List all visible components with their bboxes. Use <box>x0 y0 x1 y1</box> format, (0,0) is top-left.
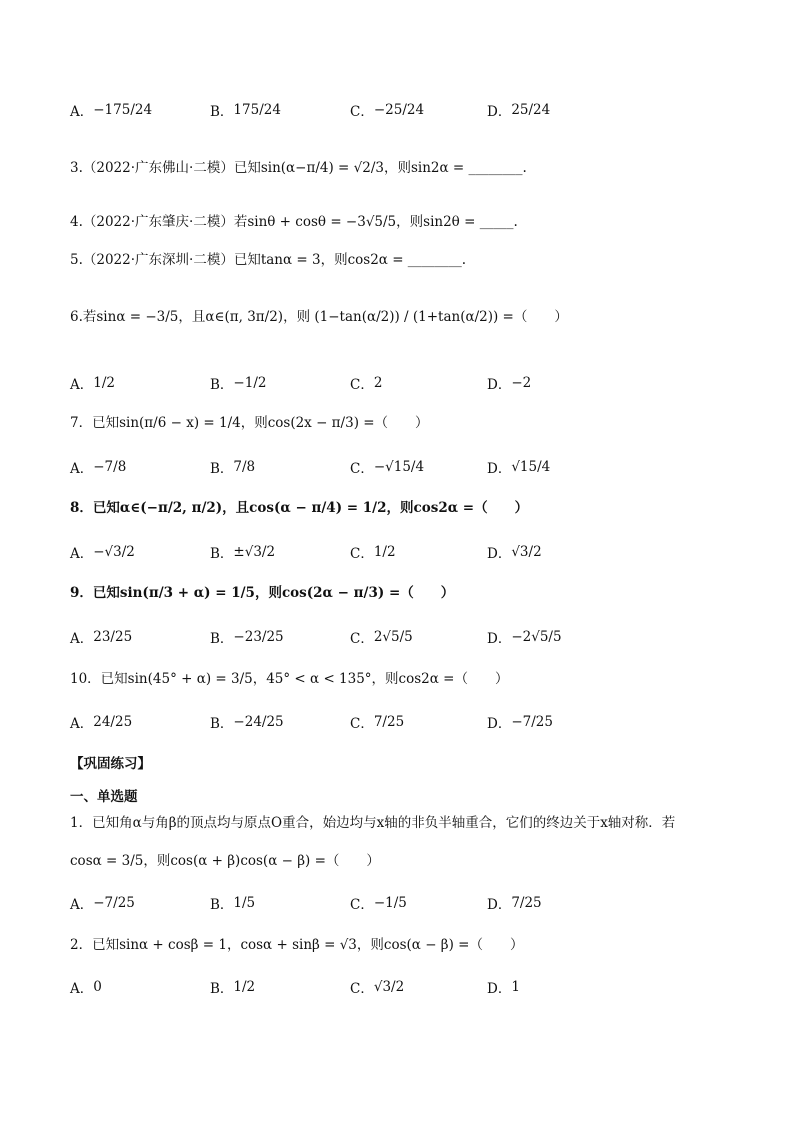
option-expr: 7/25 <box>373 714 405 730</box>
option-label: D． <box>487 631 512 647</box>
option-b <box>210 100 281 120</box>
option-expr: 24/25 <box>93 714 133 730</box>
option-expr: −1/2 <box>233 375 267 391</box>
option-expr: 23/25 <box>93 629 133 645</box>
q9-option-d <box>487 627 562 647</box>
question-4: 4.（2022·广东肇庆·二模）若sinθ + cosθ = −3√5/5，则sin2θ = _____. <box>70 214 518 230</box>
option-expr: 2√5/5 <box>373 629 413 645</box>
q6-option-a <box>70 373 115 393</box>
option-label: A． <box>70 546 94 562</box>
option-label: D． <box>487 104 512 120</box>
option-a <box>70 100 152 120</box>
q7-option-d <box>487 457 550 477</box>
p2-option-b <box>210 977 255 997</box>
option-expr: 0 <box>93 979 102 995</box>
option-expr: −175/24 <box>93 102 153 118</box>
option-expr: −√3/2 <box>93 544 135 560</box>
option-label: A． <box>70 377 94 393</box>
q8-option-b <box>210 542 275 562</box>
option-label: C． <box>350 546 374 562</box>
q6-option-b <box>210 373 266 393</box>
option-expr: −1/5 <box>373 895 407 911</box>
option-expr: ±√3/2 <box>233 544 276 560</box>
option-label: D． <box>487 461 512 477</box>
option-label: A． <box>70 461 94 477</box>
option-label: C． <box>350 897 374 913</box>
option-label: C． <box>350 981 374 997</box>
option-label: B． <box>210 716 234 732</box>
q10-option-d <box>487 712 553 732</box>
q6-option-c <box>350 373 382 393</box>
question-3: 3.（2022·广东佛山·二模）已知sin(α−π/4) = √2/3，则sin2α = ________. <box>70 160 527 176</box>
option-label: C． <box>350 377 374 393</box>
practice-1-line-2: cosα = 3/5，则cos(α + β)cos(α − β) =（ ） <box>70 853 380 869</box>
option-expr: −√15/4 <box>373 459 425 475</box>
option-d <box>487 100 550 120</box>
option-label: C． <box>350 104 374 120</box>
option-label: A． <box>70 981 94 997</box>
question-7: 7．已知sin(π/6 − x) = 1/4，则cos(2x − π/3) =（ ） <box>70 415 429 431</box>
q9-option-b <box>210 627 284 647</box>
p1-option-a <box>70 893 135 913</box>
subsection-title: 一、单选题 <box>70 789 138 805</box>
option-label: B． <box>210 631 234 647</box>
question-8: 8．已知α∈(−π/2, π/2)，且cos(α − π/4) = 1/2，则cos2α =（ ） <box>70 500 529 516</box>
option-expr: 25/24 <box>511 102 551 118</box>
option-expr: −7/8 <box>93 459 127 475</box>
option-expr: −7/25 <box>511 714 553 730</box>
q10-option-b <box>210 712 284 732</box>
p1-option-c <box>350 893 407 913</box>
section-title: 【巩固练习】 <box>70 756 151 772</box>
option-expr: √3/2 <box>373 979 405 995</box>
q7-option-c <box>350 457 424 477</box>
option-expr: 175/24 <box>233 102 281 118</box>
option-label: B． <box>210 546 234 562</box>
option-label: D． <box>487 716 512 732</box>
option-expr: −24/25 <box>233 714 284 730</box>
option-label: B． <box>210 104 234 120</box>
option-expr: 1/2 <box>233 979 256 995</box>
option-label: D． <box>487 546 512 562</box>
option-label: A． <box>70 716 94 732</box>
option-label: D． <box>487 981 512 997</box>
q10-option-c <box>350 712 404 732</box>
practice-1-line-1: 1．已知角α与角β的顶点均与原点O重合，始边均与x轴的非负半轴重合，它们的终边关于x轴对称．若 <box>70 815 676 831</box>
option-label: B． <box>210 461 234 477</box>
option-expr: −25/24 <box>373 102 425 118</box>
q6-option-d <box>487 373 531 393</box>
option-expr: √15/4 <box>511 459 551 475</box>
question-9: 9．已知sin(π/3 + α) = 1/5，则cos(2α − π/3) =（ ） <box>70 585 455 601</box>
option-label: C． <box>350 716 374 732</box>
q9-option-a <box>70 627 132 647</box>
q9-option-c <box>350 627 413 647</box>
option-expr: −7/25 <box>93 895 135 911</box>
option-expr: 2 <box>373 375 383 391</box>
option-label: C． <box>350 631 374 647</box>
q7-option-b <box>210 457 255 477</box>
question-6: 6.若sinα = −3/5，且α∈(π, 3π/2)，则 (1−tan(α/2)) / (1+tan(α/2)) =（ ） <box>70 309 568 325</box>
option-expr: −2√5/5 <box>511 629 562 645</box>
option-label: D． <box>487 377 512 393</box>
p2-option-d <box>487 977 520 997</box>
q8-option-a <box>70 542 135 562</box>
p2-option-c <box>350 977 404 997</box>
q8-option-d <box>487 542 542 562</box>
q10-option-a <box>70 712 132 732</box>
q7-option-a <box>70 457 126 477</box>
question-10: 10．已知sin(45° + α) = 3/5，45° < α < 135°，则cos2α =（ ） <box>70 671 509 687</box>
option-label: B． <box>210 981 234 997</box>
p1-option-b <box>210 893 255 913</box>
q8-option-c <box>350 542 396 562</box>
option-label: D． <box>487 897 512 913</box>
option-expr: 1/2 <box>373 544 396 560</box>
p1-option-d <box>487 893 542 913</box>
question-5: 5.（2022·广东深圳·二模）已知tanα = 3，则cos2α = ________. <box>70 252 467 268</box>
option-expr: 1/2 <box>93 375 115 391</box>
option-label: C． <box>350 461 374 477</box>
option-expr: 7/8 <box>233 459 256 475</box>
option-c <box>350 100 424 120</box>
option-expr: 1/5 <box>233 895 256 911</box>
option-label: B． <box>210 897 234 913</box>
option-label: A． <box>70 897 94 913</box>
p2-option-a <box>70 977 102 997</box>
option-expr: 1 <box>511 979 520 995</box>
option-expr: −2 <box>511 375 532 391</box>
option-label: A． <box>70 104 94 120</box>
option-expr: √3/2 <box>511 544 542 560</box>
option-expr: −23/25 <box>233 629 284 645</box>
option-label: A． <box>70 631 94 647</box>
option-expr: 7/25 <box>511 895 542 911</box>
option-label: B． <box>210 377 234 393</box>
practice-2: 2．已知sinα + cosβ = 1，cosα + sinβ = √3，则cos(α − β) =（ ） <box>70 937 524 953</box>
